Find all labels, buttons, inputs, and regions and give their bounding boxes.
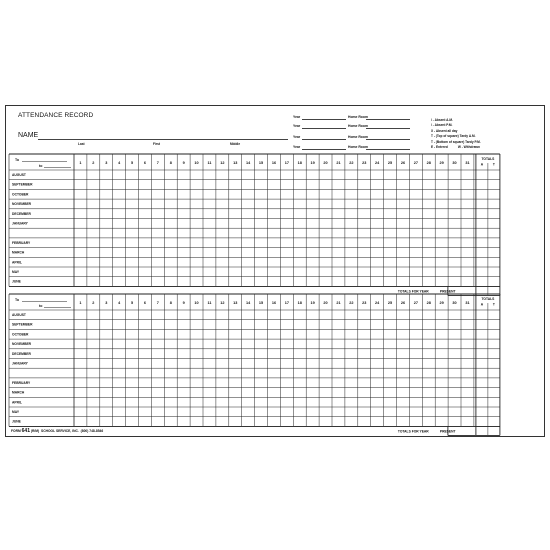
legend-item: \ - Absent A.M. bbox=[431, 118, 453, 122]
totals-tardy-label: T bbox=[492, 302, 495, 307]
day-number: 18 bbox=[297, 301, 302, 305]
day-number: 11 bbox=[207, 161, 212, 165]
day-number: 12 bbox=[220, 161, 225, 165]
month-label: NOVEMBER bbox=[12, 342, 32, 347]
day-number: 24 bbox=[375, 301, 380, 305]
name-sub-first: First bbox=[153, 142, 160, 146]
legend-item: T - (Top of square) Tardy A.M. bbox=[431, 134, 476, 139]
day-number: 29 bbox=[439, 161, 444, 165]
day-number: 23 bbox=[362, 301, 367, 305]
day-number: 5 bbox=[130, 161, 134, 165]
day-number: 3 bbox=[105, 301, 108, 305]
attendance-form bbox=[5, 105, 545, 437]
month-label: SEPTEMBER bbox=[12, 182, 33, 187]
day-number: 7 bbox=[156, 301, 159, 305]
day-number: 8 bbox=[169, 301, 172, 305]
month-label: MARCH bbox=[12, 390, 25, 395]
day-number: 20 bbox=[323, 301, 328, 305]
day-number: 10 bbox=[194, 301, 199, 305]
name-label: NAME bbox=[18, 132, 39, 139]
day-number: 8 bbox=[169, 161, 172, 165]
day-number: 9 bbox=[182, 161, 185, 165]
legend-item: E - Entered bbox=[431, 145, 448, 150]
month-label: JUNE bbox=[12, 279, 21, 284]
day-number: 12 bbox=[220, 301, 225, 305]
day-number: 17 bbox=[284, 161, 289, 165]
legend-item: / - Absent P.M. bbox=[431, 123, 453, 128]
day-number: 16 bbox=[271, 161, 277, 165]
totals-for-year-label: TOTALS FOR YEAR bbox=[397, 289, 429, 294]
day-number: 5 bbox=[130, 301, 134, 305]
day-number: 10 bbox=[194, 161, 199, 165]
day-number: 20 bbox=[323, 161, 328, 165]
company-phone: (800) 748-8546 bbox=[80, 429, 104, 433]
day-number: 3 bbox=[105, 161, 108, 165]
day-number: 4 bbox=[118, 161, 121, 165]
home-room-label: Home Room bbox=[348, 145, 368, 149]
day-number: 31 bbox=[465, 161, 470, 165]
day-number: 15 bbox=[258, 301, 264, 305]
day-number: 15 bbox=[258, 161, 264, 165]
month-label: OCTOBER bbox=[12, 192, 29, 197]
day-number: 18 bbox=[297, 161, 302, 165]
day-number: 6 bbox=[143, 161, 147, 165]
month-label: NOVEMBER bbox=[12, 202, 32, 207]
day-number: 25 bbox=[387, 301, 393, 305]
day-number: 14 bbox=[246, 301, 251, 305]
home-room-label: Home Room bbox=[348, 115, 368, 119]
day-number: 19 bbox=[310, 301, 315, 305]
day-number: 27 bbox=[413, 301, 418, 305]
name-sub-middle: Middle bbox=[230, 142, 241, 146]
day-number: 14 bbox=[246, 161, 251, 165]
month-label: SEPTEMBER bbox=[12, 322, 33, 327]
form-number: 641 bbox=[21, 428, 30, 434]
day-number: 28 bbox=[426, 161, 431, 165]
day-number: 30 bbox=[452, 161, 457, 165]
month-label: DECEMBER bbox=[12, 211, 31, 216]
home-room-label: Home Room bbox=[348, 135, 368, 139]
month-label: AUGUST bbox=[12, 173, 26, 178]
company-name: SCHOOL SERVICE, INC. bbox=[41, 429, 79, 433]
day-number: 23 bbox=[362, 161, 367, 165]
day-number: 22 bbox=[349, 301, 354, 305]
to-label: To bbox=[15, 298, 20, 302]
day-number: 27 bbox=[413, 161, 418, 165]
month-label: AUGUST bbox=[12, 313, 26, 318]
day-number: 2 bbox=[92, 301, 95, 305]
totals-label: TOTALS bbox=[481, 297, 495, 301]
legend-item: X - Absent all day bbox=[431, 128, 458, 133]
month-label: FEBRUARY bbox=[12, 240, 31, 245]
to-label: to bbox=[39, 164, 43, 168]
legend-item: W - Withdrawn bbox=[457, 145, 480, 150]
totals-absent-label: A bbox=[480, 162, 484, 167]
year-label: Year bbox=[293, 115, 301, 119]
name-sub-last: Last bbox=[78, 142, 85, 146]
year-label: Year bbox=[293, 135, 301, 139]
day-number: 31 bbox=[465, 301, 470, 305]
day-number: 6 bbox=[143, 301, 147, 305]
day-number: 16 bbox=[271, 301, 277, 305]
day-number: 26 bbox=[400, 301, 406, 305]
to-label: To bbox=[15, 158, 20, 162]
month-label: MAY bbox=[12, 410, 20, 415]
day-number: 7 bbox=[156, 161, 159, 165]
day-number: 17 bbox=[284, 301, 289, 305]
totals-tardy-label: T bbox=[492, 162, 495, 167]
month-label: JANUARY bbox=[12, 221, 28, 226]
day-number: 26 bbox=[400, 161, 406, 165]
day-number: 29 bbox=[439, 301, 444, 305]
month-label: APRIL bbox=[12, 400, 22, 405]
present-label: PRESENT bbox=[439, 429, 456, 434]
day-number: 21 bbox=[336, 161, 341, 165]
day-number: 21 bbox=[336, 301, 341, 305]
day-number: 19 bbox=[310, 161, 315, 165]
form-prefix: FORM bbox=[11, 429, 21, 433]
day-number: 9 bbox=[182, 301, 185, 305]
present-label: PRESENT bbox=[439, 289, 456, 294]
day-number: 30 bbox=[452, 301, 457, 305]
totals-label: TOTALS bbox=[481, 157, 495, 161]
day-number: 28 bbox=[426, 301, 431, 305]
home-room-label: Home Room bbox=[348, 124, 368, 128]
month-label: JANUARY bbox=[12, 361, 28, 366]
form-title: ATTENDANCE RECORD bbox=[18, 112, 94, 119]
totals-for-year-label: TOTALS FOR YEAR bbox=[397, 429, 429, 434]
day-number: 13 bbox=[233, 161, 238, 165]
day-number: 24 bbox=[375, 161, 380, 165]
totals-absent-label: A bbox=[480, 302, 484, 307]
form-suffix: (R/M) bbox=[30, 429, 40, 433]
month-label: MARCH bbox=[12, 250, 25, 255]
month-label: APRIL bbox=[12, 260, 22, 265]
month-label: FEBRUARY bbox=[12, 380, 31, 385]
attendance-grids bbox=[6, 106, 544, 436]
year-label: Year bbox=[293, 145, 301, 149]
day-number: 25 bbox=[387, 161, 393, 165]
day-number: 13 bbox=[233, 301, 238, 305]
day-number: 1 bbox=[79, 161, 82, 165]
day-number: 4 bbox=[118, 301, 121, 305]
day-number: 1 bbox=[79, 301, 82, 305]
year-label: Year bbox=[293, 124, 301, 128]
day-number: 2 bbox=[92, 161, 95, 165]
month-label: MAY bbox=[12, 270, 20, 275]
day-number: 11 bbox=[207, 301, 212, 305]
month-label: OCTOBER bbox=[12, 332, 29, 337]
day-number: 22 bbox=[349, 161, 354, 165]
form-footer bbox=[11, 428, 103, 434]
to-label: to bbox=[39, 304, 43, 308]
month-label: DECEMBER bbox=[12, 351, 31, 356]
month-label: JUNE bbox=[12, 419, 21, 424]
legend-item: T - (Bottom of square) Tardy P.M. bbox=[431, 139, 481, 144]
